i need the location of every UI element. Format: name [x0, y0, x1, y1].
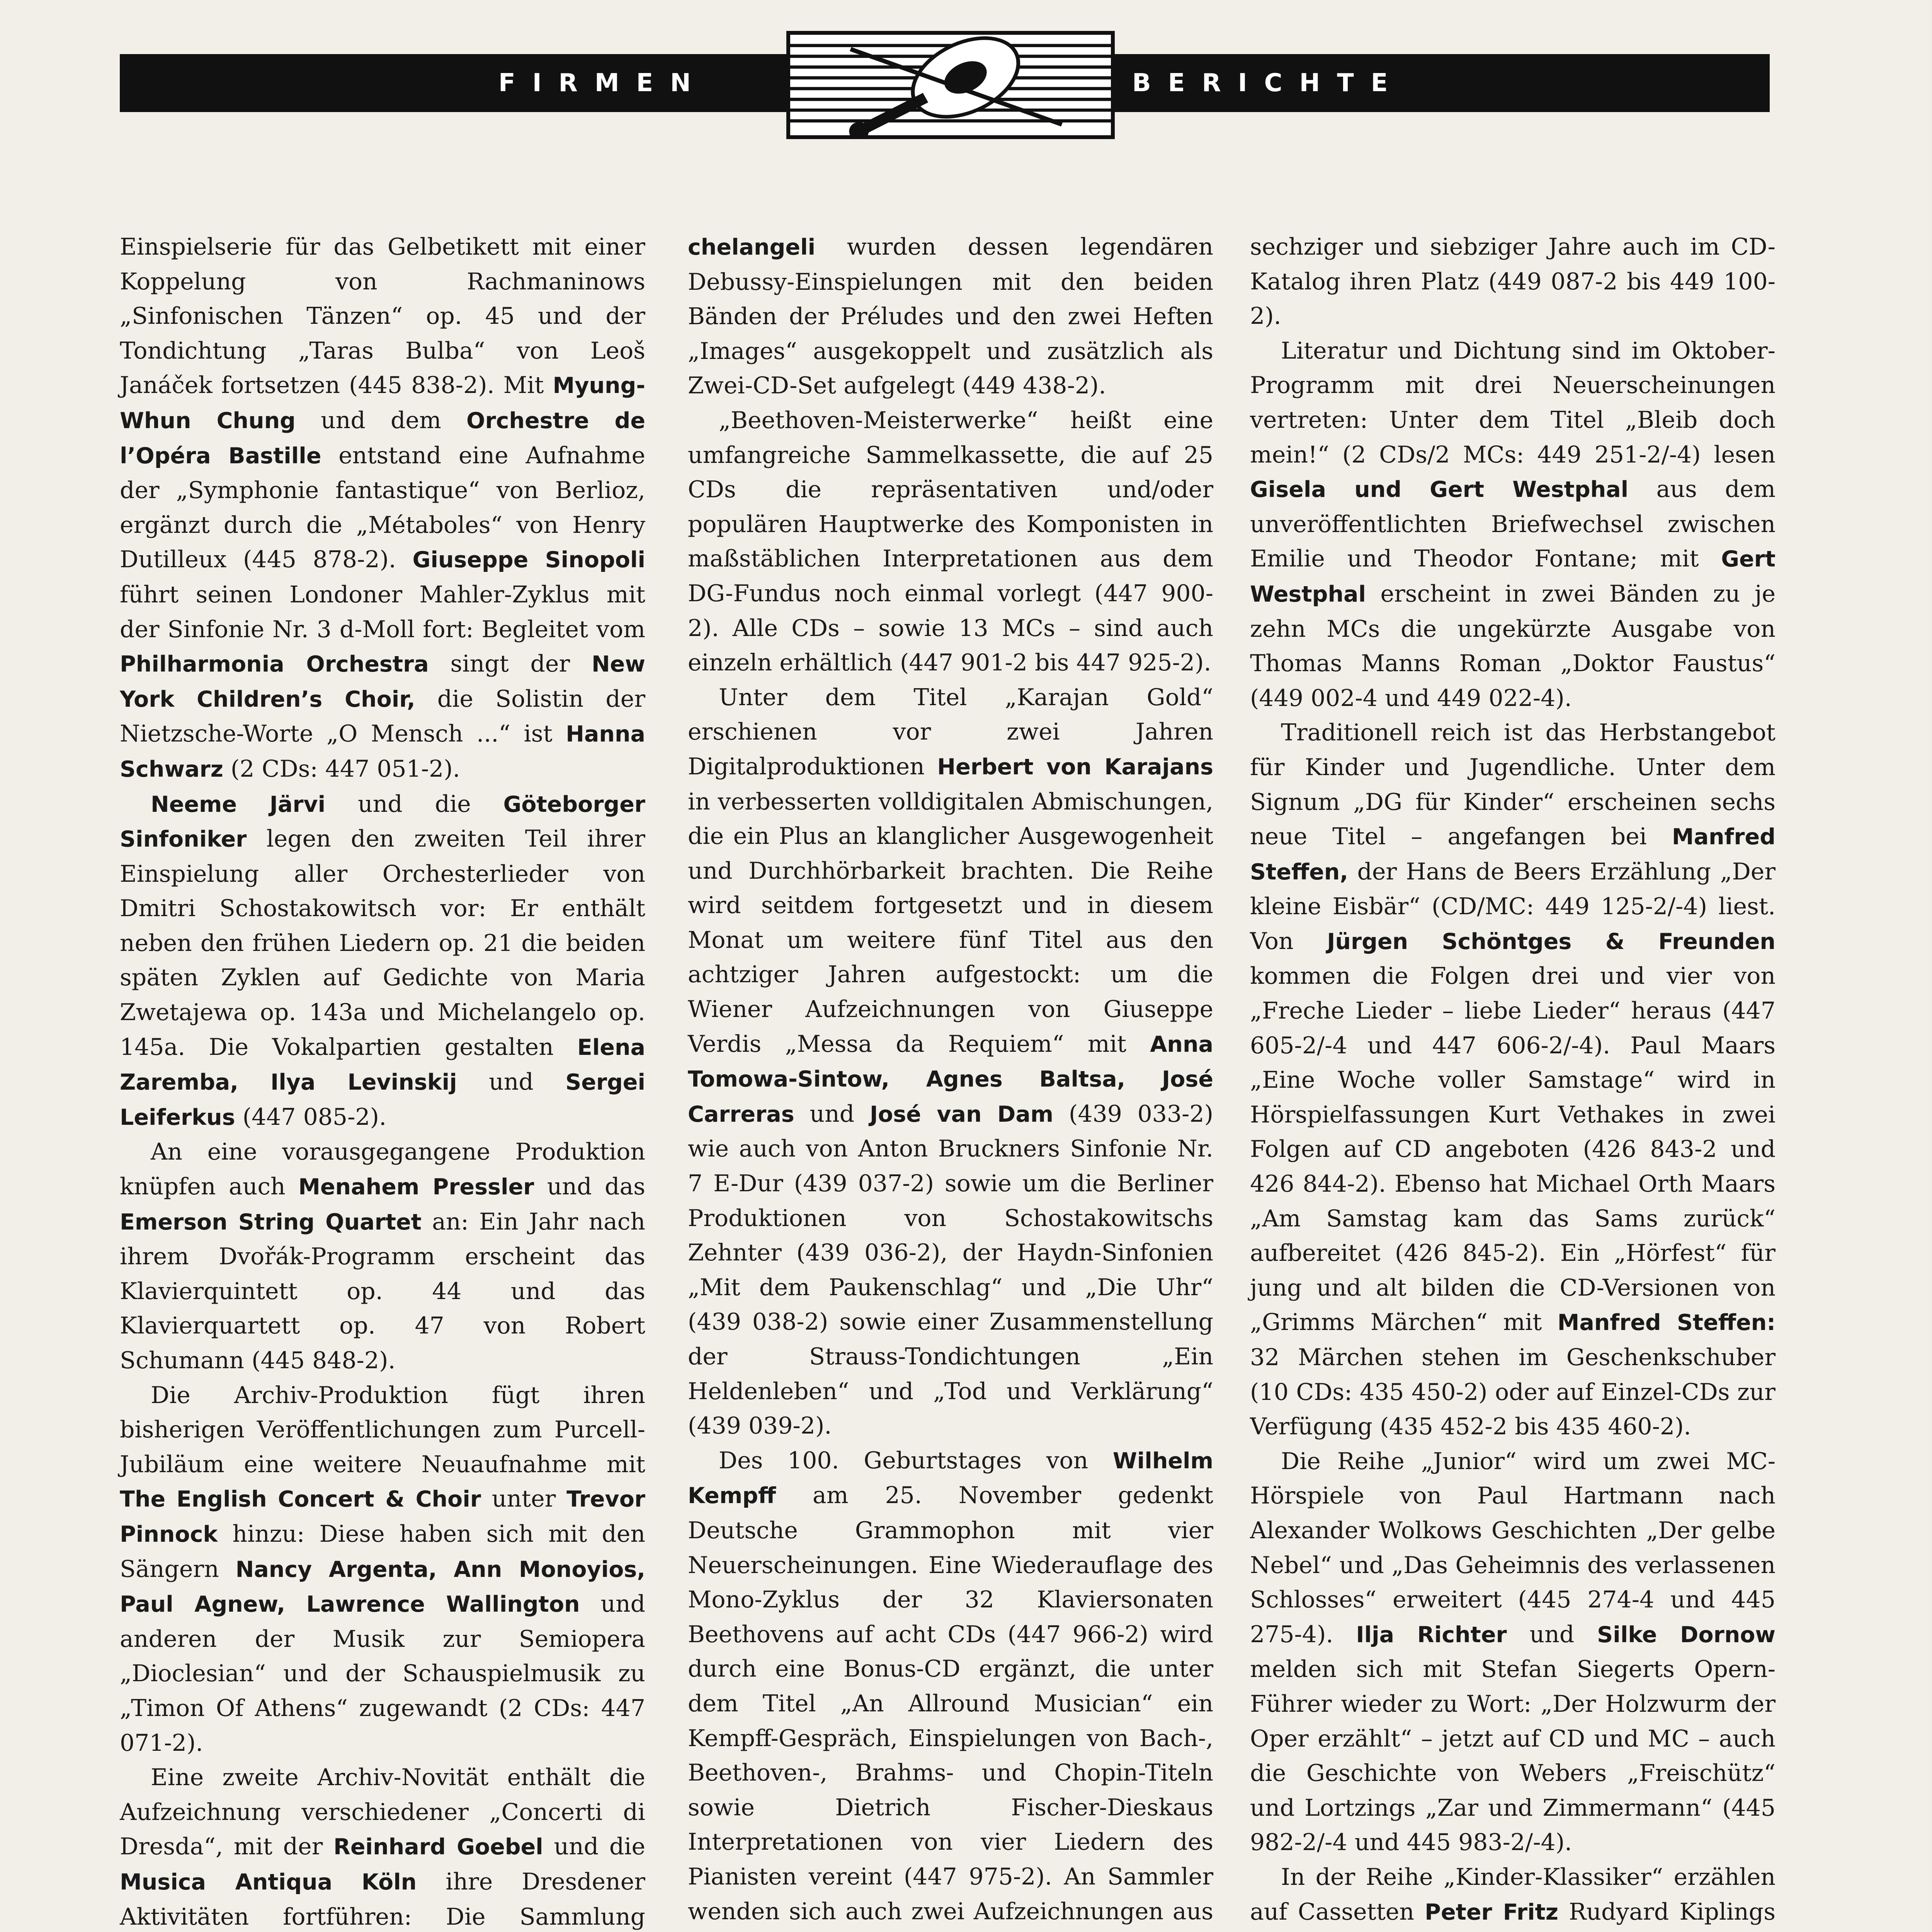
- header-left-word: FIRMEN: [498, 69, 708, 97]
- paragraph: chelangeli wurden dessen legendären Debussy-Einspielungen mit den beiden Bänden der Préludes und den zwei Heften „Images“ ausgekoppelt und zusätzlich als Zwei-CD-Set aufgelegt (449 438-2).: [688, 233, 1213, 400]
- paragraph: Die Archiv-Produktion fügt ihren bisherigen Veröffentlichungen zum Purcell-Jubiläum eine weitere Neuaufnahme mit The English Concert & Choir unter Trevor Pinnock hinzu: Diese haben sich mit den Sängern Nancy Argenta, Ann Monoyios, Paul Agnew, Lawrence Wallington und anderen der Musik zur Semiopera „Dioclesian“ und der Schauspielmusik zu „Timon Of Athens“ zugewandt (2 CDs: 447 071-2).: [120, 1381, 646, 1757]
- text-column-3: [1250, 230, 1776, 1932]
- paragraph: Literatur und Dichtung sind im Oktober-Programm mit drei Neuerscheinungen vertreten: Unter dem Titel „Bleib doch mein!“ (2 CDs/2 MCs: 449 251-2/-4) lesen Gisela und Gert Westphal aus dem unveröffentlichten Briefwechsel zwischen Emilie und Theodor Fontane; mit Gert Westphal erscheint in zwei Bänden zu je zehn MCs die ungekürzte Ausgabe von Thomas Manns Roman „Doktor Faustus“ (449 002-4 und 449 022-4).: [1250, 337, 1776, 712]
- paragraph: Traditionell reich ist das Herbstangebot für Kinder und Jugendliche. Unter dem Signum „DG für Kinder“ erscheinen sechs neue Titel – angefangen bei Manfred Steffen, der Hans de Beers Erzählung „Der kleine Eisbär“ (CD/MC: 449 125-2/-4) liest. Von Jürgen Schöntges & Freunden kommen die Folgen drei und vier von „Freche Lieder – liebe Lieder“ heraus (447 605-2/-4 und 447 606-2/-4). Paul Maars „Eine Woche voller Samstage“ wird in Hörspielfassungen Kurt Vethakes in zwei Folgen auf CD angeboten (426 843-2 und 426 844-2). Ebenso hat Michael Orth Maars „Am Samstag kam das Sams zurück“ aufbereitet (426 845-2). Ein „Hörfest“ für jung und alt bilden die CD-Versionen von „Grimms Märchen“ mit Manfred Steffen: 32 Märchen stehen im Geschenkschuber (10 CDs: 435 450-2) oder auf Einzel-CDs zur Verfügung (435 452-2 bis 435 460-2).: [1250, 719, 1776, 1440]
- paragraph: „Beethoven-Meisterwerke“ heißt eine umfangreiche Sammelkassette, die auf 25 CDs die repräsentativen und/oder populären Hauptwerke des Komponisten in maßstäblichen Interpretationen aus dem DG-Fundus noch einmal vorlegt (447 900-2). Alle CDs – sowie 13 MCs – sind auch einzeln erhältlich (447 901-2 bis 447 925-2).: [688, 406, 1213, 677]
- paragraph: sechziger und siebziger Jahre auch im CD-Katalog ihren Platz (449 087-2 bis 449 100-2).: [1250, 233, 1776, 330]
- page-edge-shadow: [1928, 0, 1932, 1932]
- text-column-1: [120, 230, 645, 1932]
- violin-logo-icon: [790, 35, 1111, 135]
- paragraph: Eine zweite Archiv-Novität enthält die Aufzeichnung verschiedener „Concerti di Dresda“, mit der Reinhard Goebel und die Musica Antiqua Köln ihre Dresdener Aktivitäten fortführen: Die Sammlung: [120, 1764, 645, 1930]
- paragraph: Die Reihe „Junior“ wird um zwei MC-Hörspiele von Paul Hartmann nach Alexander Wolkows Geschichten „Der gelbe Nebel“ und „Das Geheimnis des verlassenen Schlosses“ erweitert (445 274-4 und 445 275-4). Ilja Richter und Silke Dornow melden sich mit Stefan Siegerts Opern-Führer wieder zu Wort: „Der Holzwurm der Oper erzählt“ – jetzt auf CD und MC – auch die Geschichte von Webers „Freischütz“ und Lortzings „Zar und Zimmermann“ (445 982-2/-4 und 445 983-2/-4).: [1250, 1447, 1776, 1856]
- paragraph: An eine vorausgegangene Produktion knüpfen auch Menahem Pressler und das Emerson String Quartet an: Ein Jahr nach ihrem Dvořák-Programm erscheint das Klavierquintett op. 44 und das Klavierquartett op. 47 von Robert Schumann (445 848-2).: [120, 1138, 646, 1374]
- header-right-word: BERICHTE: [1132, 69, 1405, 97]
- violin-logo: [786, 31, 1115, 139]
- paragraph: Des 100. Geburtstages von Wilhelm Kempff am 25. November gedenkt Deutsche Grammophon mit vier Neuerscheinungen. Eine Wiederauflage des Mono-Zyklus der 32 Klaviersonaten Beethovens auf acht CDs (447 966-2) wird durch eine Bonus-CD ergänzt, die unter dem Titel „An Allround Musician“ ein Kempff-Gespräch, Einspielungen von Bach-, Beethoven-, Brahms- und Chopin-Titeln sowie Dietrich Fischer-Dieskaus Interpretationen von vier Liedern des Pianisten vereint (447 975-2). An Sammler wenden sich auch zwei Aufzeichnungen aus: [688, 1447, 1213, 1925]
- paragraph: Unter dem Titel „Karajan Gold“ erschienen vor zwei Jahren Digitalproduktionen Herbert von Karajans in verbesserten volldigitalen Abmischungen, die ein Plus an klanglicher Ausgewogenheit und Durchhörbarkeit brachten. Die Reihe wird seitdem fortgesetzt und in diesem Monat um weitere fünf Titel aus den achtziger Jahren aufgestockt: um die Wiener Aufzeichnungen von Giuseppe Verdis „Messa da Requiem“ mit Anna Tomowa-Sintow, Agnes Baltsa, José Carreras und José van Dam (439 033-2) wie auch von Anton Bruckners Sinfonie Nr. 7 E-Dur (439 037-2) sowie um die Berliner Produktionen von Schostakowitschs Zehnter (439 036-2), der Haydn-Sinfonien „Mit dem Paukenschlag“ und „Die Uhr“ (439 038-2) sowie einer Zusammenstellung der Strauss-Tondichtungen „Ein Heldenleben“ und „Tod und Verklärung“ (439 039-2).: [688, 684, 1214, 1440]
- paragraph: In der Reihe „Kinder-Klassiker“ erzählen auf Cassetten Peter Fritz Rudyard Kiplings: [1250, 1863, 1776, 1925]
- paragraph: Neeme Järvi und die Göteborger Sinfoniker legen den zweiten Teil ihrer Einspielung aller Orchesterlieder von Dmitri Schostakowitsch vor: Er enthält neben den frühen Liedern op. 21 die beiden späten Zyklen auf Gedichte von Maria Zwetajewa op. 143a und Michelangelo op. 145a. Die Vokalpartien gestalten Elena Zaremba, Ilya Levinskij und Sergei Leiferkus (447 085-2).: [120, 790, 646, 1131]
- text-column-2: [688, 230, 1213, 1932]
- paragraph: Einspielserie für das Gelbetikett mit einer Koppelung von Rachmaninows „Sinfonischen Tänzen“ op. 45 und der Tondichtung „Taras Bulba“ von Leoš Janáček fortsetzen (445 838-2). Mit Myung-Whun Chung und dem Orchestre de l’Opéra Bastille entstand eine Aufnahme der „Symphonie fantastique“ von Berlioz, ergänzt durch die „Métaboles“ von Henry Dutilleux (445 878-2). Giuseppe Sinopoli führt seinen Londoner Mahler-Zyklus mit der Sinfonie Nr. 3 d-Moll fort: Begleitet vom Philharmonia Orchestra singt der New York Children’s Choir, die Solistin der Nietzsche-Worte „O Mensch ...“ ist Hanna Schwarz (2 CDs: 447 051-2).: [120, 233, 645, 782]
